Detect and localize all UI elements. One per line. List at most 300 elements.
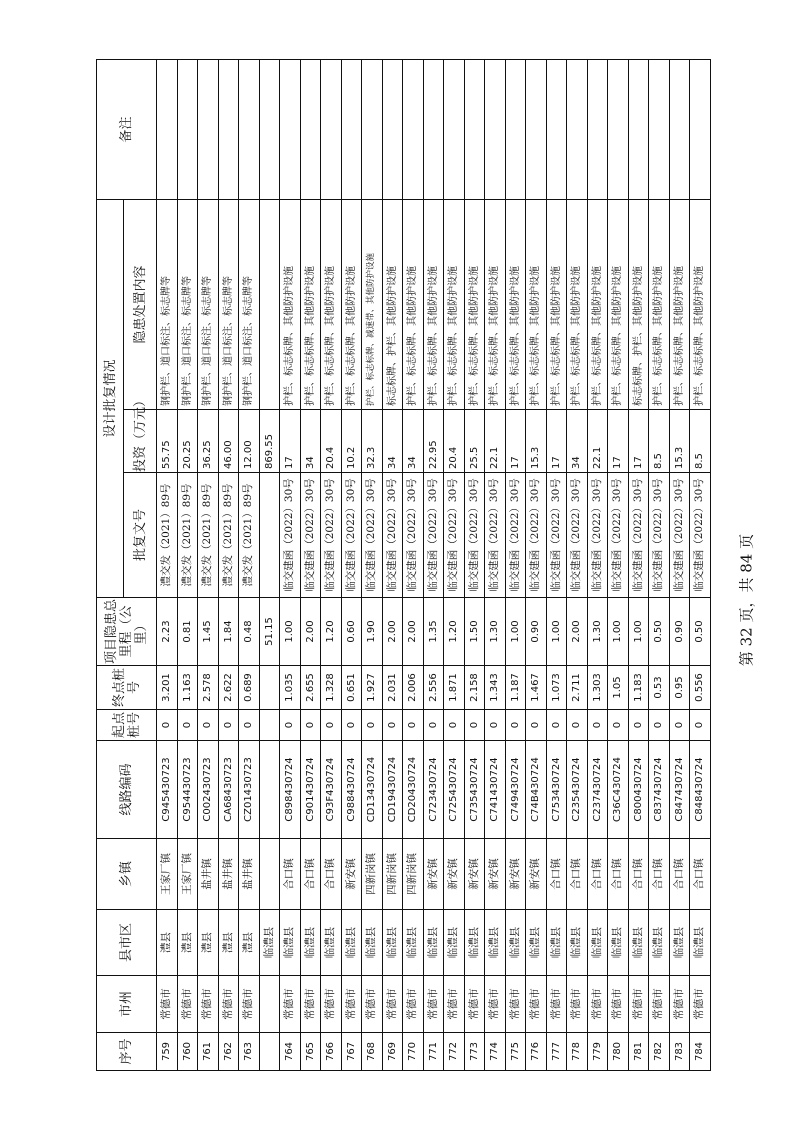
- cell-hazard-content: 护栏、标志标牌、其他防护设施: [608, 199, 629, 409]
- cell-city: 常德市: [198, 976, 219, 1033]
- cell-town: 盐井镇: [239, 839, 260, 910]
- cell-hazard-content: 护栏、标志标牌、其他防护设施: [341, 199, 362, 409]
- cell-mileage: 2.00: [567, 598, 588, 666]
- table-row: [259, 59, 280, 1070]
- cell-hazard-content: 护栏、标志标牌、其他防护设施: [464, 199, 485, 409]
- cell-county: 临澧县: [464, 910, 485, 976]
- cell-approval-doc: 临交建函（2022）30号: [505, 473, 526, 598]
- header-start-stake: 起点桩号: [97, 710, 157, 741]
- cell-investment: 12.00: [239, 410, 260, 473]
- hazard-project-table: [96, 59, 711, 1071]
- cell-seq: 776: [526, 1033, 547, 1071]
- cell-approval-doc: 临交建函（2022）30号: [526, 473, 547, 598]
- cell-road-code: C800430724: [628, 741, 649, 839]
- cell-county: 临澧县: [280, 910, 301, 976]
- cell-note: [321, 59, 342, 199]
- cell-road-code: C988430724: [341, 741, 362, 839]
- cell-city: 常德市: [300, 976, 321, 1033]
- cell-end-stake: 0.651: [341, 666, 362, 710]
- cell-approval-doc: 临交建函（2022）30号: [423, 473, 444, 598]
- cell-end-stake: 2.158: [464, 666, 485, 710]
- cell-town: 盐井镇: [218, 839, 239, 910]
- cell-county: 临澧县: [321, 910, 342, 976]
- cell-end-stake: 2.711: [567, 666, 588, 710]
- cell-approval-doc: 临交建函（2022）30号: [690, 473, 711, 598]
- cell-road-code: C36C430724: [608, 741, 629, 839]
- table-body: [157, 59, 711, 1070]
- cell-seq: 774: [485, 1033, 506, 1071]
- cell-approval-doc: 澧交发（2021）89号: [177, 473, 198, 598]
- cell-town: 新安镇: [464, 839, 485, 910]
- cell-mileage: 1.90: [362, 598, 383, 666]
- header-town: 乡镇: [97, 839, 157, 910]
- cell-mileage: 0.90: [526, 598, 547, 666]
- cell-city: 常德市: [239, 976, 260, 1033]
- cell-start-stake: 0: [300, 710, 321, 741]
- cell-mileage: 0.81: [177, 598, 198, 666]
- cell-end-stake: [259, 666, 280, 710]
- cell-county: 临澧县: [669, 910, 690, 976]
- cell-hazard-content: [259, 199, 280, 409]
- cell-county: 临澧县: [587, 910, 608, 976]
- cell-investment: 46.00: [218, 410, 239, 473]
- cell-note: [444, 59, 465, 199]
- cell-investment: 17: [546, 410, 567, 473]
- cell-county: 临澧县: [300, 910, 321, 976]
- cell-hazard-content: 钢护栏、道口标注、标志牌等: [218, 199, 239, 409]
- table-row: [157, 59, 178, 1070]
- cell-hazard-content: 护栏、标志标牌、其他防护设施: [444, 199, 465, 409]
- cell-mileage: 1.00: [505, 598, 526, 666]
- cell-mileage: 51.15: [259, 598, 280, 666]
- cell-investment: 17: [505, 410, 526, 473]
- cell-town: 王家厂镇: [177, 839, 198, 910]
- cell-start-stake: 0: [403, 710, 424, 741]
- cell-city: 常德市: [485, 976, 506, 1033]
- cell-county: 临澧县: [690, 910, 711, 976]
- cell-hazard-content: 护栏、标志标牌、其他防护设施: [649, 199, 670, 409]
- cell-seq: 779: [587, 1033, 608, 1071]
- cell-end-stake: 1.035: [280, 666, 301, 710]
- cell-mileage: 1.50: [464, 598, 485, 666]
- cell-approval-doc: 澧交发（2021）89号: [198, 473, 219, 598]
- cell-seq: 777: [546, 1033, 567, 1071]
- cell-seq: 782: [649, 1033, 670, 1071]
- cell-investment: 15.3: [669, 410, 690, 473]
- cell-mileage: 1.00: [608, 598, 629, 666]
- cell-investment: 22.1: [485, 410, 506, 473]
- header-total-mileage: 项目隐患总里程（公里）: [97, 598, 157, 666]
- cell-note: [669, 59, 690, 199]
- header-note: 备注: [97, 59, 157, 199]
- cell-mileage: 1.00: [280, 598, 301, 666]
- cell-seq: 770: [403, 1033, 424, 1071]
- cell-mileage: 1.84: [218, 598, 239, 666]
- cell-hazard-content: 护栏、标志标牌、其他防护设施: [300, 199, 321, 409]
- header-design-approval: 设计批复情况: [97, 199, 124, 597]
- cell-county: 临澧县: [608, 910, 629, 976]
- cell-seq: 771: [423, 1033, 444, 1071]
- header-investment: 投资（万元）: [124, 410, 157, 473]
- cell-road-code: C954430723: [177, 741, 198, 839]
- cell-start-stake: 0: [505, 710, 526, 741]
- cell-start-stake: 0: [382, 710, 403, 741]
- cell-note: [567, 59, 588, 199]
- cell-approval-doc: 澧交发（2021）89号: [157, 473, 178, 598]
- cell-seq: 768: [362, 1033, 383, 1071]
- cell-hazard-content: 护栏、标志标牌、其他防护设施: [403, 199, 424, 409]
- cell-county: 临澧县: [444, 910, 465, 976]
- cell-start-stake: 0: [464, 710, 485, 741]
- cell-note: [280, 59, 301, 199]
- cell-approval-doc: 临交建函（2022）30号: [567, 473, 588, 598]
- cell-city: 常德市: [526, 976, 547, 1033]
- cell-town: 新安镇: [341, 839, 362, 910]
- table-row: [567, 59, 588, 1070]
- cell-seq: 759: [157, 1033, 178, 1071]
- cell-investment: 25.5: [464, 410, 485, 473]
- cell-road-code: CZ01430723: [239, 741, 260, 839]
- cell-seq: 784: [690, 1033, 711, 1071]
- cell-city: 常德市: [362, 976, 383, 1033]
- cell-county: 临澧县: [505, 910, 526, 976]
- cell-seq: 761: [198, 1033, 219, 1071]
- cell-hazard-content: 护栏、标志标牌、其他防护设施: [505, 199, 526, 409]
- cell-note: [690, 59, 711, 199]
- cell-road-code: C735430724: [464, 741, 485, 839]
- table-row: [505, 59, 526, 1070]
- cell-town: 合口镇: [587, 839, 608, 910]
- cell-start-stake: 0: [444, 710, 465, 741]
- cell-road-code: C723430724: [423, 741, 444, 839]
- cell-hazard-content: 钢护栏、道口标注、标志牌等: [157, 199, 178, 409]
- cell-hazard-content: 护栏、标志标牌、其他防护设施: [669, 199, 690, 409]
- cell-hazard-content: 护栏、标志标牌、其他防护设施: [526, 199, 547, 409]
- cell-approval-doc: 临交建函（2022）30号: [382, 473, 403, 598]
- cell-approval-doc: 澧交发（2021）89号: [239, 473, 260, 598]
- cell-start-stake: 0: [690, 710, 711, 741]
- cell-investment: 10.2: [341, 410, 362, 473]
- cell-investment: 20.25: [177, 410, 198, 473]
- cell-investment: 8.5: [649, 410, 670, 473]
- cell-city: [259, 976, 280, 1033]
- cell-end-stake: 1.187: [505, 666, 526, 710]
- cell-seq: 781: [628, 1033, 649, 1071]
- cell-note: [341, 59, 362, 199]
- cell-end-stake: 0.53: [649, 666, 670, 710]
- cell-end-stake: 1.927: [362, 666, 383, 710]
- cell-county: 临澧县: [485, 910, 506, 976]
- cell-start-stake: 0: [628, 710, 649, 741]
- cell-end-stake: 2.655: [300, 666, 321, 710]
- cell-city: 常德市: [690, 976, 711, 1033]
- cell-seq: 763: [239, 1033, 260, 1071]
- cell-hazard-content: 护栏、标志标牌、其他防护设施: [423, 199, 444, 409]
- cell-approval-doc: 临交建函（2022）30号: [669, 473, 690, 598]
- cell-road-code: C898430724: [280, 741, 301, 839]
- cell-seq: [259, 1033, 280, 1071]
- cell-road-code: C945430723: [157, 741, 178, 839]
- cell-town: 合口镇: [628, 839, 649, 910]
- cell-note: [423, 59, 444, 199]
- cell-mileage: 1.00: [546, 598, 567, 666]
- cell-note: [198, 59, 219, 199]
- cell-mileage: 2.00: [382, 598, 403, 666]
- header-hazard-content: 隐患处置内容: [124, 199, 157, 409]
- cell-start-stake: 0: [362, 710, 383, 741]
- cell-town: 合口镇: [690, 839, 711, 910]
- cell-mileage: 0.50: [649, 598, 670, 666]
- cell-note: [177, 59, 198, 199]
- cell-city: 常德市: [382, 976, 403, 1033]
- cell-investment: 22.95: [423, 410, 444, 473]
- cell-city: 常德市: [321, 976, 342, 1033]
- cell-mileage: 1.45: [198, 598, 219, 666]
- cell-road-code: CD13430724: [362, 741, 383, 839]
- cell-city: 常德市: [567, 976, 588, 1033]
- cell-county: 临澧县: [546, 910, 567, 976]
- cell-hazard-content: 钢护栏、道口标注、标志牌等: [198, 199, 219, 409]
- cell-mileage: 2.23: [157, 598, 178, 666]
- cell-approval-doc: 临交建函（2022）30号: [608, 473, 629, 598]
- cell-note: [403, 59, 424, 199]
- table-row: [403, 59, 424, 1070]
- table-row: [341, 59, 362, 1070]
- page-footer: [716, 520, 776, 680]
- cell-city: 常德市: [280, 976, 301, 1033]
- cell-city: 常德市: [177, 976, 198, 1033]
- cell-town: 四新岗镇: [362, 839, 383, 910]
- cell-note: [382, 59, 403, 199]
- cell-hazard-content: 标志标牌、护栏、其他防护设施: [628, 199, 649, 409]
- cell-hazard-content: 标志标牌、护栏、其他防护设施: [382, 199, 403, 409]
- cell-seq: 769: [382, 1033, 403, 1071]
- table-row: [690, 59, 711, 1070]
- cell-approval-doc: 临交建函（2022）30号: [649, 473, 670, 598]
- cell-investment: 8.5: [690, 410, 711, 473]
- table-frame: [96, 60, 705, 1071]
- cell-mileage: 1.30: [587, 598, 608, 666]
- table-row: [321, 59, 342, 1070]
- cell-city: 常德市: [464, 976, 485, 1033]
- cell-town: 合口镇: [608, 839, 629, 910]
- cell-road-code: C93F430724: [321, 741, 342, 839]
- cell-road-code: C002430723: [198, 741, 219, 839]
- cell-road-code: C847430724: [669, 741, 690, 839]
- cell-town: 新安镇: [423, 839, 444, 910]
- cell-note: [300, 59, 321, 199]
- cell-mileage: 1.20: [444, 598, 465, 666]
- cell-approval-doc: 澧交发（2021）89号: [218, 473, 239, 598]
- cell-city: 常德市: [444, 976, 465, 1033]
- cell-note: [362, 59, 383, 199]
- cell-hazard-content: 护栏、标志标牌、其他防护设施: [321, 199, 342, 409]
- cell-mileage: 2.00: [403, 598, 424, 666]
- cell-mileage: 0.60: [341, 598, 362, 666]
- cell-city: 常德市: [423, 976, 444, 1033]
- table-row: [628, 59, 649, 1070]
- rotated-table-wrapper: [96, 60, 705, 1071]
- cell-note: [526, 59, 547, 199]
- header-approval-doc: 批复文号: [124, 473, 157, 598]
- cell-town: 合口镇: [280, 839, 301, 910]
- cell-city: 常德市: [546, 976, 567, 1033]
- cell-start-stake: 0: [280, 710, 301, 741]
- cell-start-stake: 0: [587, 710, 608, 741]
- cell-city: 常德市: [649, 976, 670, 1033]
- cell-town: 四新岗镇: [403, 839, 424, 910]
- cell-end-stake: 3.201: [157, 666, 178, 710]
- cell-approval-doc: 临交建函（2022）30号: [546, 473, 567, 598]
- cell-town: 盐井镇: [198, 839, 219, 910]
- cell-approval-doc: 临交建函（2022）30号: [341, 473, 362, 598]
- table-row: [280, 59, 301, 1070]
- cell-end-stake: 1.328: [321, 666, 342, 710]
- cell-note: [628, 59, 649, 199]
- cell-start-stake: 0: [669, 710, 690, 741]
- cell-city: 常德市: [218, 976, 239, 1033]
- cell-investment: 34: [403, 410, 424, 473]
- cell-note: [218, 59, 239, 199]
- cell-seq: 783: [669, 1033, 690, 1071]
- cell-start-stake: 0: [341, 710, 362, 741]
- cell-town: 合口镇: [669, 839, 690, 910]
- cell-seq: 772: [444, 1033, 465, 1071]
- cell-investment: 17: [280, 410, 301, 473]
- cell-investment: 20.4: [321, 410, 342, 473]
- cell-approval-doc: 临交建函（2022）30号: [321, 473, 342, 598]
- cell-road-code: C74B430724: [526, 741, 547, 839]
- cell-road-code: C749430724: [505, 741, 526, 839]
- cell-investment: 32.3: [362, 410, 383, 473]
- cell-road-code: C848430724: [690, 741, 711, 839]
- cell-start-stake: 0: [239, 710, 260, 741]
- cell-seq: 762: [218, 1033, 239, 1071]
- cell-end-stake: 1.303: [587, 666, 608, 710]
- cell-seq: 760: [177, 1033, 198, 1071]
- cell-mileage: 1.20: [321, 598, 342, 666]
- cell-county: 澧县: [239, 910, 260, 976]
- cell-road-code: C753430724: [546, 741, 567, 839]
- cell-approval-doc: 临交建函（2022）30号: [444, 473, 465, 598]
- cell-approval-doc: 临交建函（2022）30号: [403, 473, 424, 598]
- page-number: 第 32 页，共 84 页: [737, 533, 756, 667]
- header-city: 市州: [97, 976, 157, 1033]
- cell-investment: 20.4: [444, 410, 465, 473]
- cell-end-stake: 2.006: [403, 666, 424, 710]
- cell-county: 澧县: [157, 910, 178, 976]
- cell-town: 新安镇: [526, 839, 547, 910]
- cell-seq: 773: [464, 1033, 485, 1071]
- table-row: [649, 59, 670, 1070]
- table-row: [239, 59, 260, 1070]
- table-row: [669, 59, 690, 1070]
- cell-town: 合口镇: [567, 839, 588, 910]
- cell-city: 常德市: [608, 976, 629, 1033]
- cell-investment: 34: [382, 410, 403, 473]
- cell-city: 常德市: [403, 976, 424, 1033]
- cell-investment: 17: [628, 410, 649, 473]
- cell-approval-doc: 临交建函（2022）30号: [362, 473, 383, 598]
- cell-town: 合口镇: [321, 839, 342, 910]
- cell-end-stake: 0.556: [690, 666, 711, 710]
- cell-hazard-content: 护栏、标志标牌、其他防护设施: [485, 199, 506, 409]
- cell-start-stake: 0: [198, 710, 219, 741]
- cell-seq: 775: [505, 1033, 526, 1071]
- cell-note: [239, 59, 260, 199]
- cell-end-stake: 0.95: [669, 666, 690, 710]
- cell-city: 常德市: [587, 976, 608, 1033]
- cell-road-code: C237430724: [587, 741, 608, 839]
- cell-road-code: CD20430724: [403, 741, 424, 839]
- cell-seq: 766: [321, 1033, 342, 1071]
- cell-county: 临澧县: [341, 910, 362, 976]
- cell-approval-doc: 临交建函（2022）30号: [464, 473, 485, 598]
- cell-end-stake: 1.05: [608, 666, 629, 710]
- table-row: [546, 59, 567, 1070]
- cell-investment: 36.25: [198, 410, 219, 473]
- cell-county: 澧县: [218, 910, 239, 976]
- cell-town: 合口镇: [546, 839, 567, 910]
- cell-county: 临澧县: [403, 910, 424, 976]
- cell-hazard-content: 护栏、标志标牌、减速带、其他防护设施: [362, 199, 383, 409]
- cell-investment: 869.55: [259, 410, 280, 473]
- cell-mileage: 0.48: [239, 598, 260, 666]
- cell-mileage: 1.00: [628, 598, 649, 666]
- cell-hazard-content: 护栏、标志标牌、其他防护设施: [280, 199, 301, 409]
- cell-note: [464, 59, 485, 199]
- cell-mileage: 1.30: [485, 598, 506, 666]
- cell-end-stake: 1.467: [526, 666, 547, 710]
- table-row: [485, 59, 506, 1070]
- cell-note: [259, 59, 280, 199]
- cell-start-stake: 0: [567, 710, 588, 741]
- table-row: [362, 59, 383, 1070]
- table-row: [444, 59, 465, 1070]
- header-end-stake: 终点桩号: [97, 666, 157, 710]
- header-county: 县市区: [97, 910, 157, 976]
- cell-road-code: CD19430724: [382, 741, 403, 839]
- table-row: [608, 59, 629, 1070]
- cell-hazard-content: 钢护栏、道口标注、标志牌等: [177, 199, 198, 409]
- cell-start-stake: 0: [177, 710, 198, 741]
- cell-road-code: C837430724: [649, 741, 670, 839]
- cell-start-stake: 0: [485, 710, 506, 741]
- cell-seq: 780: [608, 1033, 629, 1071]
- cell-start-stake: 0: [423, 710, 444, 741]
- cell-hazard-content: 钢护栏、道口标注、标志牌等: [239, 199, 260, 409]
- cell-mileage: 0.90: [669, 598, 690, 666]
- cell-town: 王家厂镇: [157, 839, 178, 910]
- cell-seq: 767: [341, 1033, 362, 1071]
- cell-county: 临澧县: [259, 910, 280, 976]
- cell-mileage: 0.50: [690, 598, 711, 666]
- cell-end-stake: 2.622: [218, 666, 239, 710]
- table-row: [198, 59, 219, 1070]
- cell-start-stake: 0: [526, 710, 547, 741]
- cell-town: 新安镇: [505, 839, 526, 910]
- cell-seq: 765: [300, 1033, 321, 1071]
- cell-road-code: [259, 741, 280, 839]
- cell-investment: 34: [300, 410, 321, 473]
- cell-road-code: C235430724: [567, 741, 588, 839]
- cell-town: [259, 839, 280, 910]
- cell-hazard-content: 护栏、标志标牌、其他防护设施: [546, 199, 567, 409]
- cell-county: 临澧县: [649, 910, 670, 976]
- cell-start-stake: 0: [157, 710, 178, 741]
- table-row: [464, 59, 485, 1070]
- cell-county: 临澧县: [362, 910, 383, 976]
